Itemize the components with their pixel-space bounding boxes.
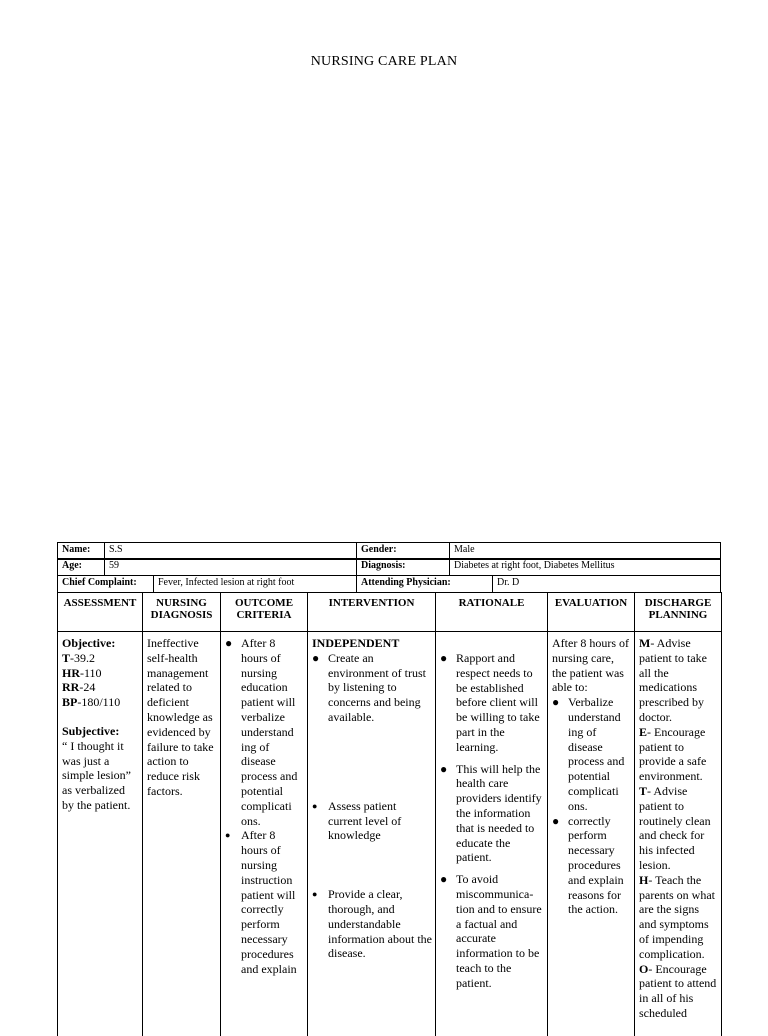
- physician-value: Dr. D: [493, 576, 721, 593]
- bullet-icon: ●: [440, 762, 456, 777]
- bullet-icon: ●: [440, 651, 456, 666]
- objective-label: Objective:: [62, 636, 139, 651]
- header-evaluation: EVALUATION: [548, 593, 635, 632]
- intervention-item: ● Provide a clear, thorough, and understandable information about the disease.: [312, 887, 432, 961]
- header-nursing-diagnosis: NURSING DIAGNOSIS: [143, 593, 221, 632]
- age-label: Age:: [58, 559, 105, 576]
- outcome-item: ● After 8 hours of nursing education patient will verbalize understand ing of disease process and potential complicati ons.: [225, 636, 304, 828]
- bullet-icon: ●: [225, 828, 241, 843]
- nursing-diagnosis-cell: [143, 632, 221, 1036]
- evaluation-item: ● Verbalize understand ing of disease process and potential complicati ons.: [552, 695, 631, 813]
- patient-info-row-3: [57, 575, 721, 593]
- age-value: 59: [105, 559, 357, 576]
- outcome-item: ● After 8 hours of nursing instruction patient will correctly perform necessary procedures and explain: [225, 828, 304, 976]
- bullet-icon: ●: [440, 872, 456, 887]
- name-label: Name:: [58, 543, 105, 560]
- header-discharge-planning: DISCHARGE PLANNING: [635, 593, 722, 632]
- bullet-icon: ●: [312, 887, 328, 902]
- subjective-label: Subjective:: [62, 724, 139, 739]
- patient-info-row-2: [57, 558, 721, 576]
- header-intervention: INTERVENTION: [308, 593, 436, 632]
- name-value: S.S: [105, 543, 357, 560]
- diagnosis-label: Diagnosis:: [357, 559, 450, 576]
- gender-label: Gender:: [357, 543, 450, 560]
- rationale-item: ● Rapport and respect needs to be established before client will be willing to take part in the learning.: [440, 651, 544, 755]
- discharge-item-o: O- Encourage patient to attend in all of his scheduled: [639, 962, 718, 1021]
- assessment-cell: [58, 632, 143, 1036]
- discharge-item-m: M- Advise patient to take all the medications prescribed by doctor.: [639, 636, 718, 725]
- discharge-item-t: T- Advise patient to routinely clean and check for his infected lesion.: [639, 784, 718, 873]
- bullet-icon: ●: [312, 799, 328, 814]
- evaluation-intro: After 8 hours of nursing care, the patient was able to:: [552, 636, 631, 695]
- header-rationale: RATIONALE: [436, 593, 548, 632]
- gender-value: Male: [450, 543, 721, 560]
- discharge-planning-cell: [635, 632, 722, 1036]
- intervention-cell: [308, 632, 436, 1036]
- bullet-icon: ●: [312, 651, 328, 666]
- subjective-text: “ I thought it was just a simple lesion” as verbalized by the patient.: [62, 739, 139, 813]
- nursing-diagnosis-text: Ineffective self-health management related to deficient knowledge as evidenced by failure to take action to reduce risk factors.: [147, 636, 217, 799]
- vital-t: T-39.2: [62, 651, 139, 666]
- bullet-icon: ●: [552, 695, 568, 710]
- care-plan-table: [57, 592, 722, 1036]
- evaluation-item: ● correctly perform necessary procedures and explain reasons for the action.: [552, 814, 631, 918]
- rationale-item: ● This will help the health care providers identify the information that is needed to educate the patient.: [440, 762, 544, 866]
- vital-rr: RR-24: [62, 680, 139, 695]
- discharge-item-h: H- Teach the parents on what are the signs and symptoms of impending complication.: [639, 873, 718, 962]
- vital-hr: HR-110: [62, 666, 139, 681]
- bullet-icon: ●: [552, 814, 568, 829]
- diagnosis-value: Diabetes at right foot, Diabetes Mellitus: [450, 559, 721, 576]
- header-outcome-criteria: OUTCOME CRITERIA: [221, 593, 308, 632]
- chief-complaint-value: Fever, Infected lesion at right foot: [154, 576, 357, 593]
- rationale-cell: [436, 632, 548, 1036]
- discharge-item-e: E- Encourage patient to provide a safe environment.: [639, 725, 718, 784]
- outcome-criteria-cell: [221, 632, 308, 1036]
- chief-complaint-label: Chief Complaint:: [58, 576, 154, 593]
- intervention-item: ● Assess patient current level of knowledge: [312, 799, 432, 843]
- evaluation-cell: [548, 632, 635, 1036]
- bullet-icon: ●: [225, 636, 241, 651]
- vital-bp: BP-180/110: [62, 695, 139, 710]
- header-assessment: ASSESSMENT: [58, 593, 143, 632]
- intervention-item: ● Create an environment of trust by listening to concerns and being available.: [312, 651, 432, 725]
- page-title: NURSING CARE PLAN: [0, 54, 768, 70]
- physician-label: Attending Physician:: [357, 576, 493, 593]
- independent-heading: INDEPENDENT: [312, 636, 432, 651]
- rationale-item: ● To avoid miscommunica-tion and to ensure a factual and accurate information to be teach to the patient.: [440, 872, 544, 990]
